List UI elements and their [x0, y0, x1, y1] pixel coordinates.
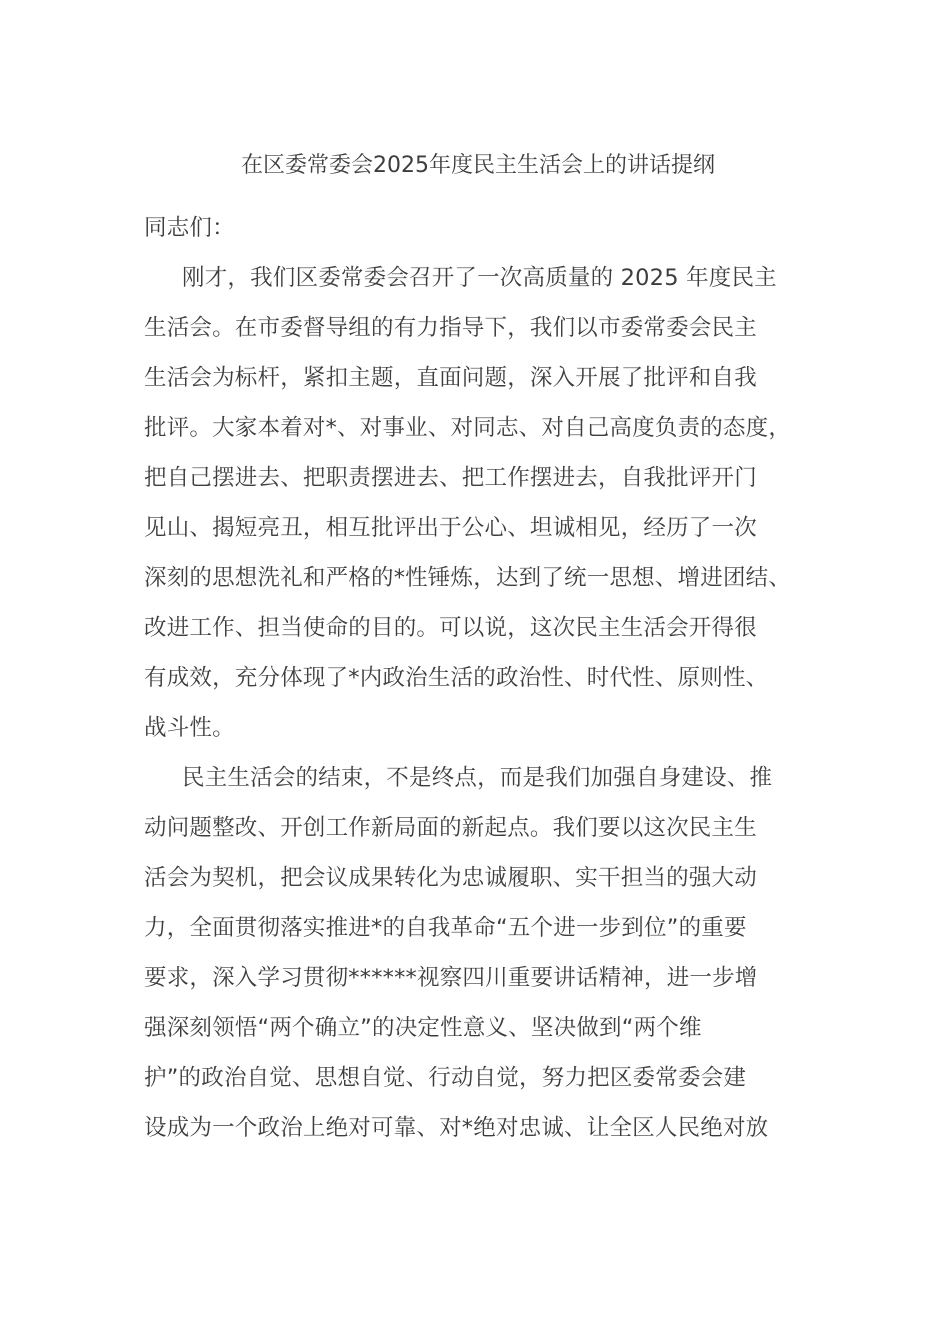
paragraph-2-line: 要求，深入学习贯彻******视察四川重要讲话精神，进一步增 [144, 965, 758, 991]
paragraph-2-line: 护”的政治自觉、思想自觉、行动自觉，努力把区委常委会建 [144, 1065, 747, 1091]
paragraph-2-line: 活会为契机，把会议成果转化为忠诚履职、实干担当的强大动 [144, 865, 757, 891]
paragraph-1-line: 见山、揭短亮丑，相互批评出于公心、坦诚相见，经历了一次 [144, 515, 757, 541]
paragraph-1-line: 生活会为标杆，紧扣主题，直面问题，深入开展了批评和自我 [144, 365, 757, 391]
paragraph-2-line: 民主生活会的结束，不是终点，而是我们加强自身建设、推 [182, 765, 773, 791]
salutation: 同志们： [144, 215, 235, 241]
paragraph-2-line: 动问题整改、开创工作新局面的新起点。我们要以这次民主生 [144, 815, 757, 841]
document-title [0, 150, 950, 182]
paragraph-1-line: 刚才，我们区委常委会召开了一次高质量的 2025 年度民主 [182, 265, 777, 291]
paragraph-1-line: 改进工作、担当使命的目的。可以说，这次民主生活会开得很 [144, 615, 757, 641]
paragraph-2-line: 设成为一个政治上绝对可靠、对*绝对忠诚、让全区人民绝对放 [144, 1115, 769, 1141]
paragraph-1-line: 批评。大家本着对*、对事业、对同志、对自己高度负责的态度， [144, 415, 792, 441]
document-title-text: 在区委常委会2025年度民主生活会上的讲话提纲 [241, 153, 715, 178]
paragraph-1-line: 深刻的思想洗礼和严格的*性锤炼，达到了统一思想、增进团结、 [144, 565, 792, 591]
paragraph-2-line: 力，全面贯彻落实推进*的自我革命“五个进一步到位”的重要 [144, 915, 747, 941]
paragraph-1-line: 把自己摆进去、把职责摆进去、把工作摆进去，自我批评开门 [144, 465, 757, 491]
paragraph-1-line: 战斗性。 [144, 715, 235, 741]
paragraph-2-line: 强深刻领悟“两个确立”的决定性意义、坚决做到“两个维 [144, 1015, 702, 1041]
paragraph-1-line: 生活会。在市委督导组的有力指导下，我们以市委常委会民主 [144, 315, 757, 341]
paragraph-1-line: 有成效，充分体现了*内政治生活的政治性、时代性、原则性、 [144, 665, 769, 691]
